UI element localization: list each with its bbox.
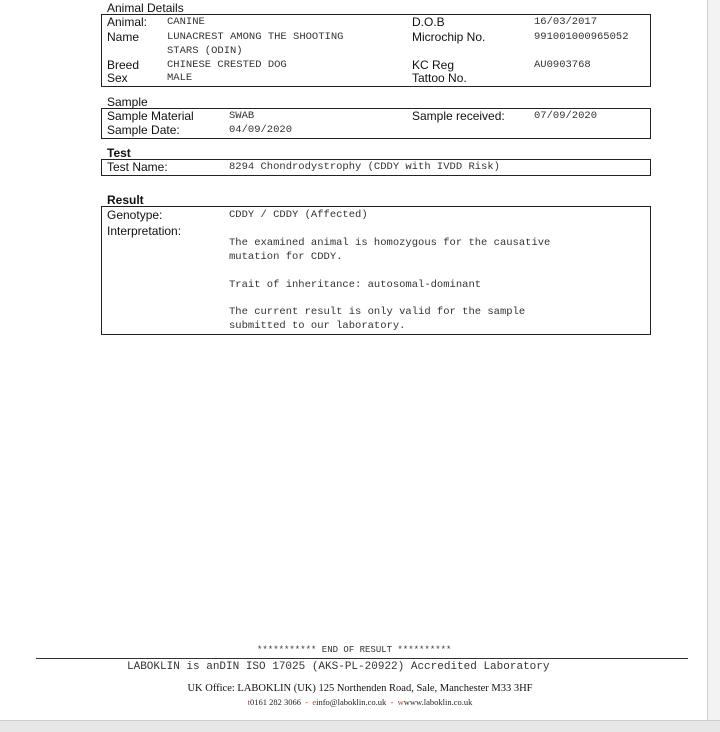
sample-material-label: Sample Material [107, 109, 194, 123]
test-name-value: 8294 Chondrodystrophy (CDDY with IVDD Risk) [229, 161, 500, 173]
sample-date-value: 04/09/2020 [229, 124, 293, 136]
email[interactable]: info@laboklin.co.uk [316, 697, 387, 707]
viewer-bottom-bar [0, 720, 720, 732]
genotype-value: CDDY / CDDY (Affected) [229, 209, 368, 221]
interpretation-para1-line2: mutation for CDDY. [229, 251, 343, 263]
tattoo-label: Tattoo No. [412, 71, 467, 85]
sample-received-label: Sample received: [412, 109, 505, 123]
website[interactable]: www.laboklin.co.uk [403, 697, 473, 707]
breed-value: CHINESE CRESTED DOG [167, 59, 287, 71]
interpretation-para1-line1: The examined animal is homozygous for the causative [229, 237, 551, 249]
sample-received-value: 07/09/2020 [534, 110, 598, 122]
sample-date-label: Sample Date: [107, 123, 180, 137]
footer-divider [36, 658, 688, 659]
telephone: 0161 282 3066 [249, 697, 301, 707]
interpretation-label: Interpretation: [107, 224, 182, 238]
dob-label: D.O.B [412, 15, 445, 29]
web-prefix: w [397, 697, 404, 707]
sex-value: MALE [167, 72, 193, 84]
kc-reg-label: KC Reg [412, 58, 455, 72]
genotype-label: Genotype: [107, 208, 163, 222]
sample-material-value: SWAB [229, 110, 255, 122]
kc-reg-value: AU0903768 [534, 59, 591, 71]
test-title: Test [107, 146, 131, 160]
contact-line [0, 697, 720, 707]
interpretation-para2: Trait of inheritance: autosomal-dominant [229, 279, 482, 291]
breed-label: Breed [107, 58, 140, 72]
animal-value: CANINE [167, 16, 205, 28]
separator-1: - [305, 697, 309, 707]
animal-details-title: Animal Details [107, 1, 184, 15]
accreditation-text: LABOKLIN is anDIN ISO 17025 (AKS-PL-20922) Accredited Laboratory [127, 661, 550, 673]
page-scroll-edge [707, 0, 720, 731]
result-title: Result [107, 193, 144, 207]
microchip-label: Microchip No. [412, 30, 486, 44]
tel-prefix: t [247, 697, 250, 707]
animal-label: Animal: [107, 15, 148, 29]
sex-label: Sex [107, 71, 128, 85]
name-value-line2: STARS (ODIN) [167, 45, 243, 57]
separator-2: - [390, 697, 394, 707]
interpretation-para3-line2: submitted to our laboratory. [229, 320, 406, 332]
name-value-line1: LUNACREST AMONG THE SHOOTING [167, 31, 344, 43]
dob-value: 16/03/2017 [534, 16, 598, 28]
microchip-value: 991001000965052 [534, 31, 629, 43]
name-label: Name [107, 30, 140, 44]
email-prefix: e [312, 697, 317, 707]
test-name-label: Test Name: [107, 160, 168, 174]
end-of-result: *********** END OF RESULT ********** [257, 645, 452, 655]
interpretation-para3-line1: The current result is only valid for the sample [229, 306, 526, 318]
sample-title: Sample [107, 95, 148, 109]
office-address: UK Office: LABOKLIN (UK) 125 Northenden Road, Sale, Manchester M33 3HF [187, 683, 533, 694]
